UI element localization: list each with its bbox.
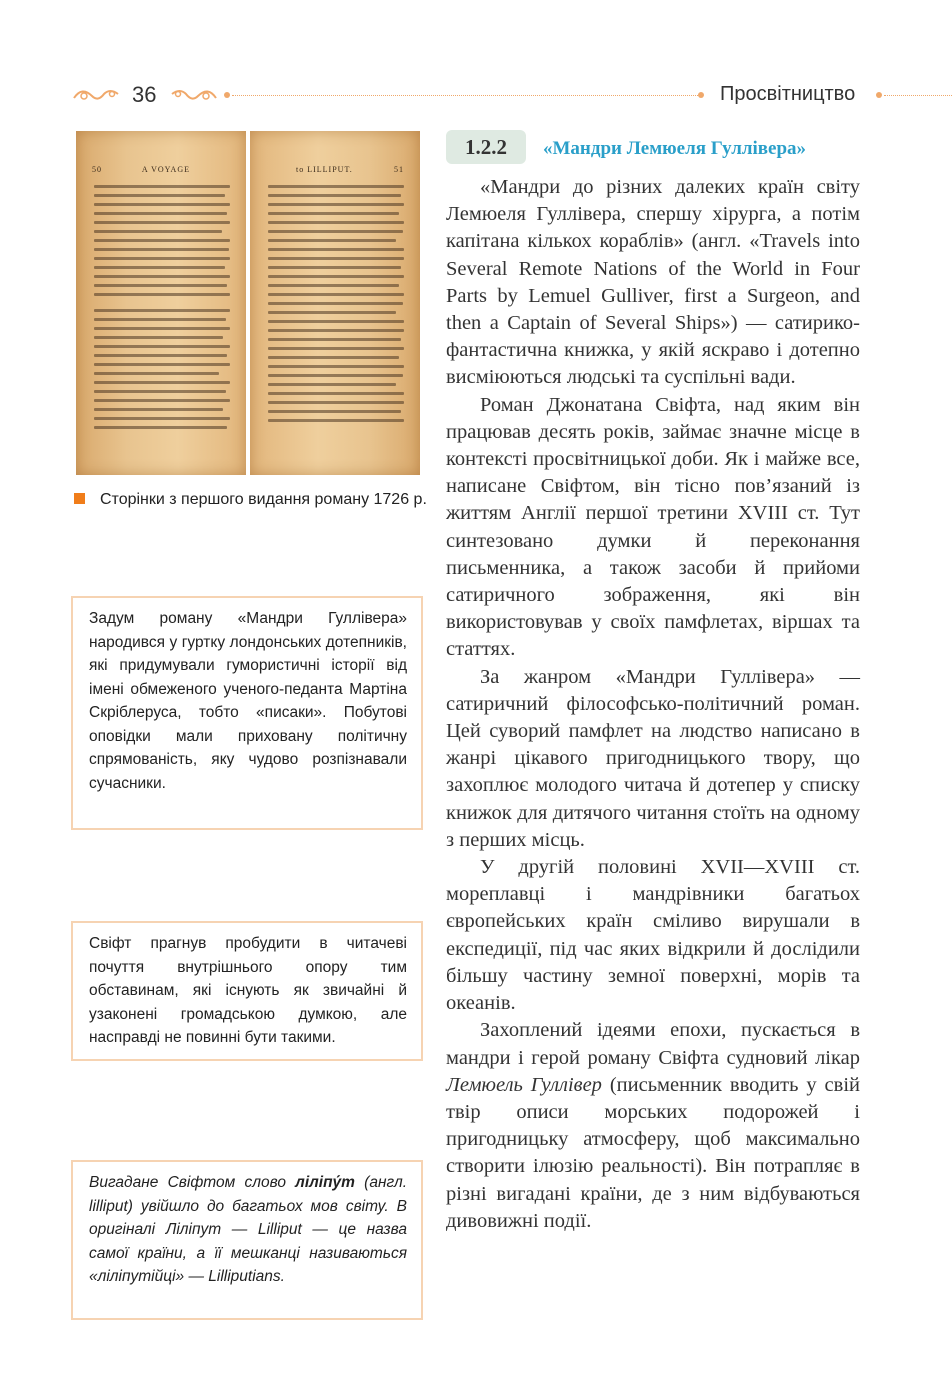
book-text-line xyxy=(268,320,404,323)
character-name: Лемюель Гуллівер xyxy=(446,1073,602,1096)
book-text-line xyxy=(94,293,230,296)
paragraph: У другій половині XVII—XVIII ст. мореплавці і мандрівники багатьох європейських країн сміливо вирушали в експедиції, під час яких відкрили й дослідили більшу частину земної поверхні, морів та океанів. xyxy=(446,856,860,1015)
book-text-line xyxy=(268,275,404,278)
book-text-line xyxy=(94,327,230,330)
info-box-swift-intent: Свіфт прагнув пробудити в читачеві почуття внутрішнього опору тим обставинам, які існують як звичайні й узаконені громадською думкою, але насправді не повинні бути такими. xyxy=(71,921,423,1061)
first-edition-image xyxy=(76,131,423,475)
book-text-line xyxy=(268,194,401,197)
book-text-line xyxy=(94,318,226,321)
main-text xyxy=(446,174,860,1235)
note-term: ліліпу́т xyxy=(295,1174,355,1191)
book-text-line xyxy=(268,329,404,332)
info-box-scriblerus: Задум роману «Мандри Гуллівера» народився у гуртку лондонських дотепників, які придумували гумористичні історії від імені обмеженого ученого-педанта Мартіна Скріблеруса, тобто «писаки». Побутові оповідки мали приховану політичну спрямованість, яку чудово розпізнавали сучасники. xyxy=(71,596,423,830)
book-text-line xyxy=(268,302,403,305)
book-text-line xyxy=(94,345,230,348)
right-page-heading: to LILLIPUT. xyxy=(296,165,353,174)
figure-caption: Сторінки з першого видання роману 1726 р. xyxy=(100,491,427,508)
book-text-line xyxy=(268,203,404,206)
book-text-line xyxy=(268,392,404,395)
page-number: 36 xyxy=(132,82,157,107)
left-page-heading: A VOYAGE xyxy=(141,165,190,174)
book-text-line xyxy=(94,266,225,269)
section-title: «Мандри Лемюеля Гуллівера» xyxy=(543,138,807,159)
book-text-line xyxy=(94,185,230,188)
left-page-number: 50 xyxy=(92,165,102,174)
header-rule xyxy=(232,95,698,96)
info-box-lilliput xyxy=(71,1160,423,1320)
book-text-block xyxy=(94,185,230,302)
book-text-line xyxy=(268,221,404,224)
book-text-line xyxy=(268,293,404,296)
book-text-line xyxy=(268,284,399,287)
book-text-line xyxy=(268,401,404,404)
book-text-line xyxy=(94,426,227,429)
book-text-block xyxy=(268,185,404,428)
book-text-line xyxy=(94,194,225,197)
book-page-left xyxy=(76,131,246,475)
book-text-line xyxy=(268,338,401,341)
book-text-line xyxy=(94,239,230,242)
book-text-line xyxy=(94,399,230,402)
book-text-line xyxy=(268,356,399,359)
paragraph: «Мандри до різних далеких країн світу Лемюеля Гуллівера, спершу хірурга, а потім капітана кількох кораблів» (англ. «Travels into Several Remote Nations of the World in Four Parts by Lemuel Gulliver, first a Surgeon, and then a Captain of Several Ships») — сатирико-фантастична книжка, у якій яскраво і дотепно висміюються людські та суспільні вади. xyxy=(446,176,860,389)
book-text-line xyxy=(268,257,404,260)
book-text-line xyxy=(268,365,404,368)
book-text-line xyxy=(268,383,396,386)
book-text-line xyxy=(94,408,223,411)
rule-dot xyxy=(876,92,882,98)
chapter-title: Просвітництво xyxy=(720,83,856,105)
book-text-line xyxy=(94,203,230,206)
book-text-line xyxy=(94,212,227,215)
book-text-line xyxy=(94,257,230,260)
book-text-line xyxy=(268,347,404,350)
book-text-block xyxy=(94,309,230,435)
book-text-line xyxy=(94,417,230,420)
paragraph: За жанром «Мандри Гуллівера» — сатиричний філософсько-політичний роман. Цей суворий памфлет на людство написано в жанрі цікавого пригодницького твору, що захоплює молодого читача й дотепер у списку книжок для дитячого читання стоїть на одному з перших місць. xyxy=(446,665,860,851)
book-text-line xyxy=(94,221,230,224)
book-page-right xyxy=(250,131,420,475)
page-header xyxy=(0,78,952,114)
book-text-line xyxy=(94,363,230,366)
book-text-line xyxy=(268,374,403,377)
book-text-line xyxy=(268,419,404,422)
book-text-line xyxy=(268,266,401,269)
note-text: Вигадане Свіфтом слово xyxy=(89,1174,296,1191)
rule-dot xyxy=(698,92,704,98)
caption-bullet xyxy=(74,493,85,504)
ornament-left-icon xyxy=(72,84,124,106)
paragraph: Захоплений ідеями епохи, пускається в мандри і герой роману Свіфта судновий лікар Лемюель Гуллівер (письменник вводить у свій твір описи морських подорожей і пригодницьку атмосферу, щоб максимально створити ілюзію реальності). Він потрапляє в різні вигадані країни, де з ним відбуваються дивовижні події. xyxy=(446,1019,860,1232)
book-text-line xyxy=(268,230,403,233)
book-text-line xyxy=(268,212,399,215)
book-text-line xyxy=(268,410,401,413)
book-text-line xyxy=(94,381,230,384)
book-text-line xyxy=(94,275,230,278)
book-text-line xyxy=(94,354,227,357)
book-text-line xyxy=(268,239,396,242)
right-page-number: 51 xyxy=(394,165,404,174)
note-text: (англ. lilliput) увійшло до багатьох мов світу. В оригіналі Ліліпут — Lilliput — це назва самої країни, а її мешканці називаються «ліліпутійці» — Lilliputians. xyxy=(89,1174,407,1285)
book-text-line xyxy=(268,248,404,251)
header-rule-right xyxy=(884,95,952,96)
ornament-right-icon xyxy=(166,84,218,106)
book-text-line xyxy=(268,185,404,188)
paragraph: Роман Джонатана Свіфта, над яким він працював десять років, займає значне місце в контексті просвітницької доби. Як і майже все, написане Свіфтом, він тісно пов’язаний із життям Англії першої третини XVIII ст. Тут синтезовано думки й переконання письменника, а також засоби й прийоми сатиричного зображення, які він використовував у своїх памфлетах, віршах та статтях. xyxy=(446,393,860,661)
book-text-line xyxy=(94,248,229,251)
section-number: 1.2.2 xyxy=(446,130,526,164)
book-text-line xyxy=(94,390,226,393)
book-text-line xyxy=(268,311,396,314)
rule-dot xyxy=(224,92,230,98)
book-text-line xyxy=(94,230,222,233)
book-text-line xyxy=(94,336,223,339)
book-text-line xyxy=(94,284,227,287)
book-text-line xyxy=(94,372,219,375)
book-text-line xyxy=(94,309,230,312)
